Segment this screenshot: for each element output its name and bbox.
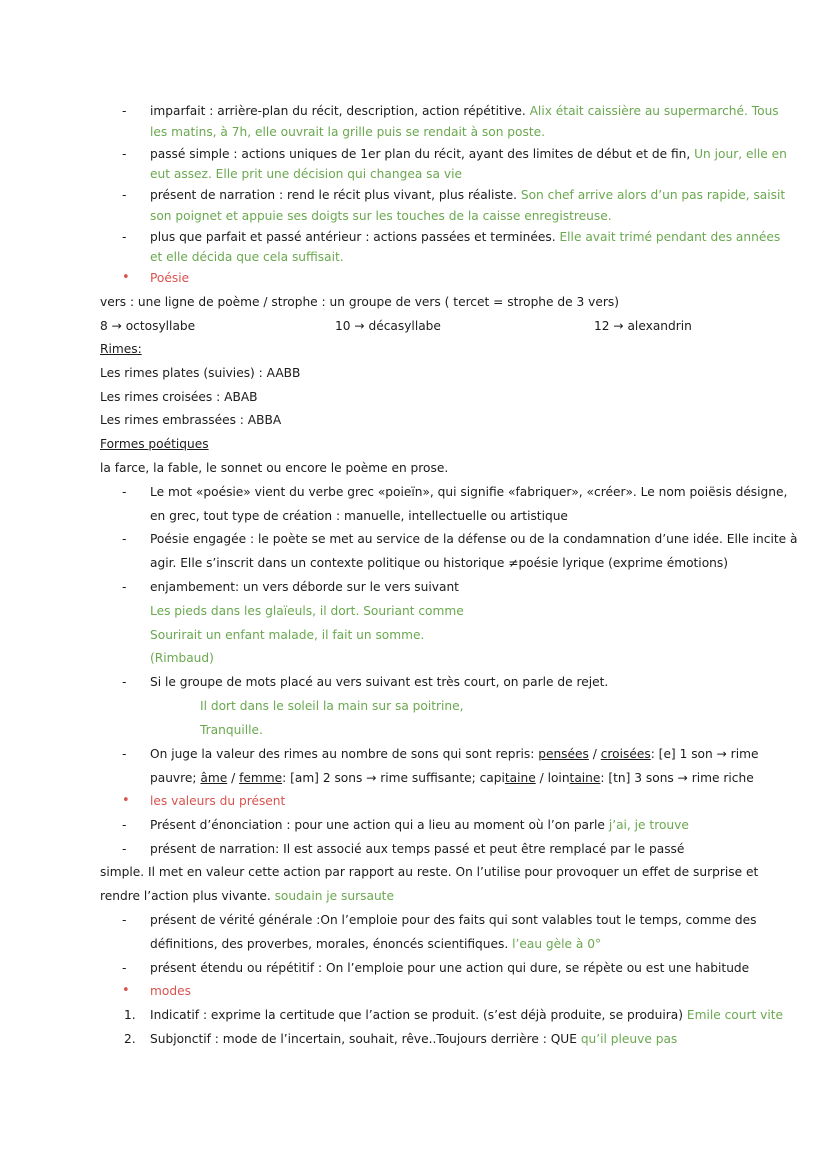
modes-heading: modes xyxy=(150,984,191,998)
rimes-embrassees: Les rimes embrassées : ABBA xyxy=(100,413,282,427)
rejet-line: Si le groupe de mots placé au vers suivant est très court, on parle de rejet. xyxy=(150,675,609,689)
valeur-word-pensees: pensées xyxy=(538,747,589,761)
dash-marker: - xyxy=(122,961,127,975)
subjonctif-example: qu’il pleuve pas xyxy=(580,1032,678,1046)
present-verite-cont xyxy=(150,936,601,952)
present-narration-example: Son chef arrive alors d’un pas rapide, saisit xyxy=(520,188,786,202)
bullet-marker: • xyxy=(122,270,130,285)
dash-marker: - xyxy=(122,104,127,118)
imparfait-text: imparfait : arrière-plan du récit, description, action répétitive. xyxy=(150,104,526,118)
present-narration-example-cont: son poignet et appuie ses doigts sur les touches de la caisse enregistreuse. xyxy=(150,209,612,223)
dash-marker: - xyxy=(122,485,127,499)
valeur-text-a: On juge la valeur des rimes au nombre de sons qui sont repris: xyxy=(150,747,539,761)
formes-list: la farce, la fable, le sonnet ou encore le poème en prose. xyxy=(100,461,449,475)
rimes-title: Rimes: xyxy=(100,342,142,356)
dash-marker: - xyxy=(122,147,127,161)
rejet-example-2: Tranquille. xyxy=(200,723,263,737)
imparfait-example: Alix était caissière au supermarché. Tous xyxy=(529,104,779,118)
pqp-line xyxy=(150,229,780,245)
dash-marker: - xyxy=(122,580,127,594)
rejet-example-1: Il dort dans le soleil la main sur sa poitrine, xyxy=(200,699,464,713)
verite-example: l’eau gèle à 0° xyxy=(512,937,602,951)
alexandrin: 12 → alexandrin xyxy=(594,319,692,333)
present-verite-line: présent de vérité générale :On l’emploie pour des faits qui sont valables tout le temps, comme des xyxy=(150,913,757,927)
passe-simple-example: Un jour, elle en xyxy=(694,147,787,161)
poesie-engagee-cont: agir. Elle s’inscrit dans un contexte politique ou historique ≠poésie lyrique (exprime émotions) xyxy=(150,556,728,570)
poem-line-2: Sourirait un enfant malade, il fait un somme. xyxy=(150,628,425,642)
valeur2-text-d: / loin xyxy=(535,771,570,785)
present-heading: les valeurs du présent xyxy=(150,794,286,808)
indicatif-text: Indicatif : exprime la certitude que l’action se produit. (s’est déjà produite, se produira) xyxy=(150,1008,684,1022)
passe-simple-text: passé simple : actions uniques de 1er plan du récit, ayant des limites de début et de fin, xyxy=(150,147,691,161)
dash-marker: - xyxy=(122,532,127,546)
subjonctif-text: Subjonctif : mode de l’incertain, souhait, rêve..Toujours derrière : QUE xyxy=(150,1032,577,1046)
pqp-text: plus que parfait et passé antérieur : actions passées et terminées. xyxy=(150,230,556,244)
valeur2-word-femme: femme xyxy=(239,771,283,785)
passe-simple-example-cont: eut assez. Elle prit une décision qui changea sa vie xyxy=(150,167,462,181)
pqp-example: Elle avait trimé pendant des années xyxy=(559,230,781,244)
passe-simple-line xyxy=(150,146,787,162)
dash-marker: - xyxy=(122,747,127,761)
imparfait-example-cont: les matins, à 7h, elle ouvrait la grille puis se rendait à son poste. xyxy=(150,125,546,139)
present-narration-text: présent de narration : rend le récit plus vivant, plus réaliste. xyxy=(150,188,517,202)
verite-text-end: définitions, des proverbes, morales, énoncés scientifiques. xyxy=(150,937,509,951)
octosyllabe: 8 → octosyllabe xyxy=(100,319,196,333)
subjonctif-line xyxy=(150,1031,677,1047)
valeur-text-b: / xyxy=(588,747,601,761)
dash-marker: - xyxy=(122,818,127,832)
poesie-engagee-line: Poésie engagée : le poète se met au service de la défense ou de la condamnation d’une idée. Elle incite à xyxy=(150,532,798,546)
formes-title: Formes poétiques xyxy=(100,437,209,451)
valeur2-word-ame: âme xyxy=(200,771,228,785)
narration-text-end: rendre l’action plus vivante. xyxy=(100,889,271,903)
dash-marker: - xyxy=(122,230,127,244)
poem-author: (Rimbaud) xyxy=(150,651,214,665)
present-narration-def: présent de narration: Il est associé aux temps passé et peut être remplacé par le passé xyxy=(150,842,685,856)
valeur-rimes-cont xyxy=(150,770,754,786)
valeur-text-c: : [e] 1 son → rime xyxy=(650,747,759,761)
bullet-marker: • xyxy=(122,983,130,998)
poesie-heading: Poésie xyxy=(150,271,190,285)
indicatif-line xyxy=(150,1007,783,1023)
present-narration-def-cont: simple. Il met en valeur cette action par rapport au reste. On l’utilise pour provoquer un effet de surprise et xyxy=(100,865,759,879)
rimes-plates: Les rimes plates (suivies) : AABB xyxy=(100,366,301,380)
valeur2-text-b: / xyxy=(227,771,240,785)
valeur2-word-taine-2: taine xyxy=(569,771,601,785)
decasyllabe: 10 → décasyllabe xyxy=(335,319,441,333)
number-marker: 1. xyxy=(124,1008,136,1022)
valeur-rimes-line xyxy=(150,746,758,762)
dash-marker: - xyxy=(122,188,127,202)
mot-poesie-line: Le mot «poésie» vient du verbe grec «poieïn», qui signifie «fabriquer», «créer». Le nom poiësis désigne, xyxy=(150,485,788,499)
vers-definition: vers : une ligne de poème / strophe : un groupe de vers ( tercet = strophe de 3 vers) xyxy=(100,295,619,309)
enjambement-line: enjambement: un vers déborde sur le vers suivant xyxy=(150,580,459,594)
pqp-example-cont: et elle décida que cela suffisait. xyxy=(150,250,344,264)
present-narration-def-end xyxy=(100,888,394,904)
dash-marker: - xyxy=(122,842,127,856)
valeur2-word-taine-1: taine xyxy=(504,771,536,785)
present-etendu-line: présent étendu ou répétitif : On l’emploie pour une action qui dure, se répète ou est une habitude xyxy=(150,961,750,975)
valeur2-text-c: : [am] 2 sons → rime suffisante; capi xyxy=(282,771,505,785)
valeur2-text-e: : [tn] 3 sons → rime riche xyxy=(600,771,754,785)
present-narration-line xyxy=(150,187,785,203)
mot-poesie-cont: en grec, tout type de création : manuelle, intellectuelle ou artistique xyxy=(150,509,568,523)
narration-example: soudain je sursaute xyxy=(274,889,394,903)
bullet-marker: • xyxy=(122,793,130,808)
poem-line-1: Les pieds dans les glaïeuls, il dort. Souriant comme xyxy=(150,604,464,618)
valeur-word-croisees: croisées xyxy=(600,747,651,761)
dash-marker: - xyxy=(122,675,127,689)
indicatif-example: Emile court vite xyxy=(686,1008,784,1022)
imparfait-line xyxy=(150,103,779,119)
enonciation-example: j’ai, je trouve xyxy=(608,818,689,832)
present-enonciation-line xyxy=(150,817,689,833)
valeur2-text-a: pauvre; xyxy=(150,771,201,785)
number-marker: 2. xyxy=(124,1032,136,1046)
dash-marker: - xyxy=(122,913,127,927)
enonciation-text: Présent d’énonciation : pour une action qui a lieu au moment où l’on parle xyxy=(150,818,605,832)
rimes-croisees: Les rimes croisées : ABAB xyxy=(100,390,258,404)
